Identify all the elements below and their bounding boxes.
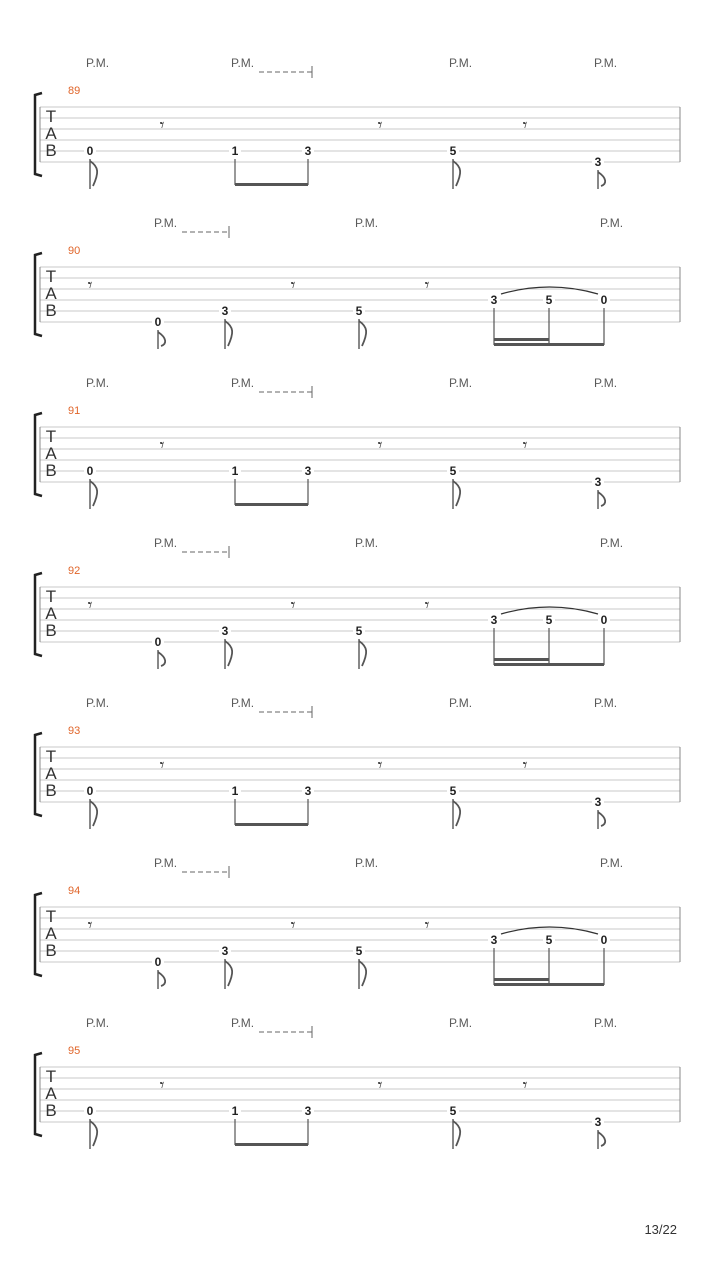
eighth-rest: 𝄾 <box>377 115 383 136</box>
palm-mute-label: P.M. <box>594 376 618 390</box>
fret-number: 5 <box>355 304 363 318</box>
note-beam <box>235 823 308 826</box>
palm-mute-label: P.M. <box>231 56 255 70</box>
eighth-rest: 𝄾 <box>290 915 296 936</box>
fret-number: 5 <box>449 144 457 158</box>
note-flag <box>90 481 97 506</box>
fret-number: 0 <box>86 464 94 478</box>
note-flag <box>158 972 165 986</box>
page-number: 13/22 <box>644 1222 677 1237</box>
tab-clef-letter: T <box>45 107 57 126</box>
tab-staff-svg <box>0 1015 720 1155</box>
system-bracket <box>35 1053 42 1136</box>
tab-clef-letter: A <box>45 284 57 303</box>
eighth-rest: 𝄾 <box>424 275 430 296</box>
fret-number: 0 <box>86 144 94 158</box>
fret-number: 0 <box>600 293 608 307</box>
note-beam <box>494 343 604 346</box>
palm-mute-label: P.M. <box>449 56 473 70</box>
tab-clef-letter: A <box>45 924 57 943</box>
note-beam <box>235 183 308 186</box>
measure-number: 94 <box>68 885 81 897</box>
tab-clef-letter: T <box>45 267 57 286</box>
fret-number: 1 <box>231 784 239 798</box>
note-flag <box>158 332 165 346</box>
palm-mute-label: P.M. <box>600 216 624 230</box>
note-flag <box>90 161 97 186</box>
tab-system <box>0 695 720 835</box>
system-bracket <box>35 733 42 816</box>
eighth-rest: 𝄾 <box>522 435 528 456</box>
palm-mute-label: P.M. <box>594 1016 618 1030</box>
system-bracket <box>35 893 42 976</box>
eighth-rest: 𝄾 <box>159 755 165 776</box>
tab-clef-letter: T <box>45 747 57 766</box>
note-flag <box>90 1121 97 1146</box>
fret-number: 3 <box>304 1104 312 1118</box>
palm-mute-label: P.M. <box>231 696 255 710</box>
fret-number: 0 <box>86 1104 94 1118</box>
measure-number: 93 <box>68 725 81 737</box>
palm-mute-label: P.M. <box>355 856 379 870</box>
fret-number: 0 <box>600 933 608 947</box>
fret-number: 3 <box>221 624 229 638</box>
tab-clef-letter: T <box>45 427 57 446</box>
note-flag <box>598 172 605 186</box>
tab-system <box>0 535 720 675</box>
fret-number: 3 <box>490 293 498 307</box>
system-bracket <box>35 413 42 496</box>
tab-system <box>0 1015 720 1155</box>
eighth-rest: 𝄾 <box>290 275 296 296</box>
eighth-rest: 𝄾 <box>424 915 430 936</box>
tab-clef-letter: A <box>45 1084 57 1103</box>
tab-clef-letter: T <box>45 1067 57 1086</box>
tab-staff-svg <box>0 55 720 195</box>
tab-system <box>0 855 720 995</box>
note-flag <box>453 161 460 186</box>
fret-number: 0 <box>154 955 162 969</box>
tab-clef-letter: B <box>45 301 57 320</box>
tab-clef-letter: B <box>45 941 57 960</box>
tab-clef-letter: A <box>45 444 57 463</box>
measure-number: 92 <box>68 565 81 577</box>
fret-number: 5 <box>449 464 457 478</box>
eighth-rest: 𝄾 <box>87 275 93 296</box>
tab-staff-svg <box>0 375 720 515</box>
palm-mute-label: P.M. <box>154 536 178 550</box>
fret-number: 5 <box>545 293 553 307</box>
fret-number: 3 <box>304 464 312 478</box>
palm-mute-label: P.M. <box>154 216 178 230</box>
tab-clef-letter: B <box>45 621 57 640</box>
fret-number: 3 <box>490 613 498 627</box>
tab-system <box>0 55 720 195</box>
fret-number: 5 <box>545 613 553 627</box>
fret-number: 5 <box>355 624 363 638</box>
fret-number: 3 <box>304 144 312 158</box>
fret-number: 3 <box>594 795 602 809</box>
fret-number: 1 <box>231 144 239 158</box>
note-flag <box>453 801 460 826</box>
note-flag <box>598 1132 605 1146</box>
palm-mute-label: P.M. <box>594 56 618 70</box>
measure-number: 91 <box>68 405 81 417</box>
tab-staff-svg <box>0 695 720 835</box>
tab-clef-letter: T <box>45 907 57 926</box>
note-flag <box>453 481 460 506</box>
eighth-rest: 𝄾 <box>290 595 296 616</box>
note-flag <box>598 812 605 826</box>
eighth-rest: 𝄾 <box>522 755 528 776</box>
system-bracket <box>35 573 42 656</box>
fret-number: 1 <box>231 464 239 478</box>
fret-number: 5 <box>545 933 553 947</box>
note-beam <box>235 1143 308 1146</box>
system-bracket <box>35 253 42 336</box>
palm-mute-label: P.M. <box>449 1016 473 1030</box>
tab-clef-letter: T <box>45 587 57 606</box>
note-beam <box>235 503 308 506</box>
measure-number: 90 <box>68 245 81 257</box>
note-flag <box>359 961 366 986</box>
fret-number: 3 <box>304 784 312 798</box>
eighth-rest: 𝄾 <box>87 915 93 936</box>
tab-staff-svg <box>0 535 720 675</box>
fret-number: 3 <box>594 1115 602 1129</box>
palm-mute-label: P.M. <box>86 376 110 390</box>
note-flag <box>598 492 605 506</box>
fret-number: 5 <box>355 944 363 958</box>
fret-number: 1 <box>231 1104 239 1118</box>
palm-mute-label: P.M. <box>594 696 618 710</box>
palm-mute-label: P.M. <box>449 376 473 390</box>
eighth-rest: 𝄾 <box>159 435 165 456</box>
tab-clef-letter: B <box>45 1101 57 1120</box>
note-flag <box>158 652 165 666</box>
note-beam-secondary <box>494 338 549 341</box>
note-flag <box>225 961 232 986</box>
tab-staff-svg <box>0 215 720 355</box>
tab-staff-svg <box>0 855 720 995</box>
palm-mute-label: P.M. <box>449 696 473 710</box>
note-flag <box>90 801 97 826</box>
eighth-rest: 𝄾 <box>159 1075 165 1096</box>
tab-clef-letter: B <box>45 461 57 480</box>
note-flag <box>453 1121 460 1146</box>
measure-number: 89 <box>68 85 81 97</box>
eighth-rest: 𝄾 <box>377 755 383 776</box>
note-flag <box>225 321 232 346</box>
eighth-rest: 𝄾 <box>377 435 383 456</box>
fret-number: 3 <box>221 304 229 318</box>
note-flag <box>359 641 366 666</box>
palm-mute-label: P.M. <box>154 856 178 870</box>
tab-system <box>0 375 720 515</box>
note-beam-secondary <box>494 978 549 981</box>
eighth-rest: 𝄾 <box>424 595 430 616</box>
system-bracket <box>35 93 42 176</box>
fret-number: 3 <box>490 933 498 947</box>
fret-number: 0 <box>154 635 162 649</box>
fret-number: 0 <box>86 784 94 798</box>
note-flag <box>225 641 232 666</box>
palm-mute-label: P.M. <box>600 536 624 550</box>
note-flag <box>359 321 366 346</box>
fret-number: 3 <box>594 475 602 489</box>
tab-clef-letter: A <box>45 764 57 783</box>
palm-mute-label: P.M. <box>355 216 379 230</box>
tab-clef-letter: A <box>45 124 57 143</box>
fret-number: 3 <box>594 155 602 169</box>
fret-number: 0 <box>600 613 608 627</box>
eighth-rest: 𝄾 <box>522 1075 528 1096</box>
note-beam <box>494 983 604 986</box>
eighth-rest: 𝄾 <box>377 1075 383 1096</box>
palm-mute-label: P.M. <box>86 56 110 70</box>
eighth-rest: 𝄾 <box>522 115 528 136</box>
note-beam <box>494 663 604 666</box>
palm-mute-label: P.M. <box>600 856 624 870</box>
fret-number: 5 <box>449 1104 457 1118</box>
palm-mute-label: P.M. <box>355 536 379 550</box>
palm-mute-label: P.M. <box>231 376 255 390</box>
palm-mute-label: P.M. <box>86 1016 110 1030</box>
tab-clef-letter: B <box>45 781 57 800</box>
note-beam-secondary <box>494 658 549 661</box>
eighth-rest: 𝄾 <box>87 595 93 616</box>
palm-mute-label: P.M. <box>86 696 110 710</box>
measure-number: 95 <box>68 1045 81 1057</box>
tab-clef-letter: A <box>45 604 57 623</box>
fret-number: 0 <box>154 315 162 329</box>
palm-mute-label: P.M. <box>231 1016 255 1030</box>
eighth-rest: 𝄾 <box>159 115 165 136</box>
tab-clef-letter: B <box>45 141 57 160</box>
tab-system <box>0 215 720 355</box>
fret-number: 3 <box>221 944 229 958</box>
fret-number: 5 <box>449 784 457 798</box>
